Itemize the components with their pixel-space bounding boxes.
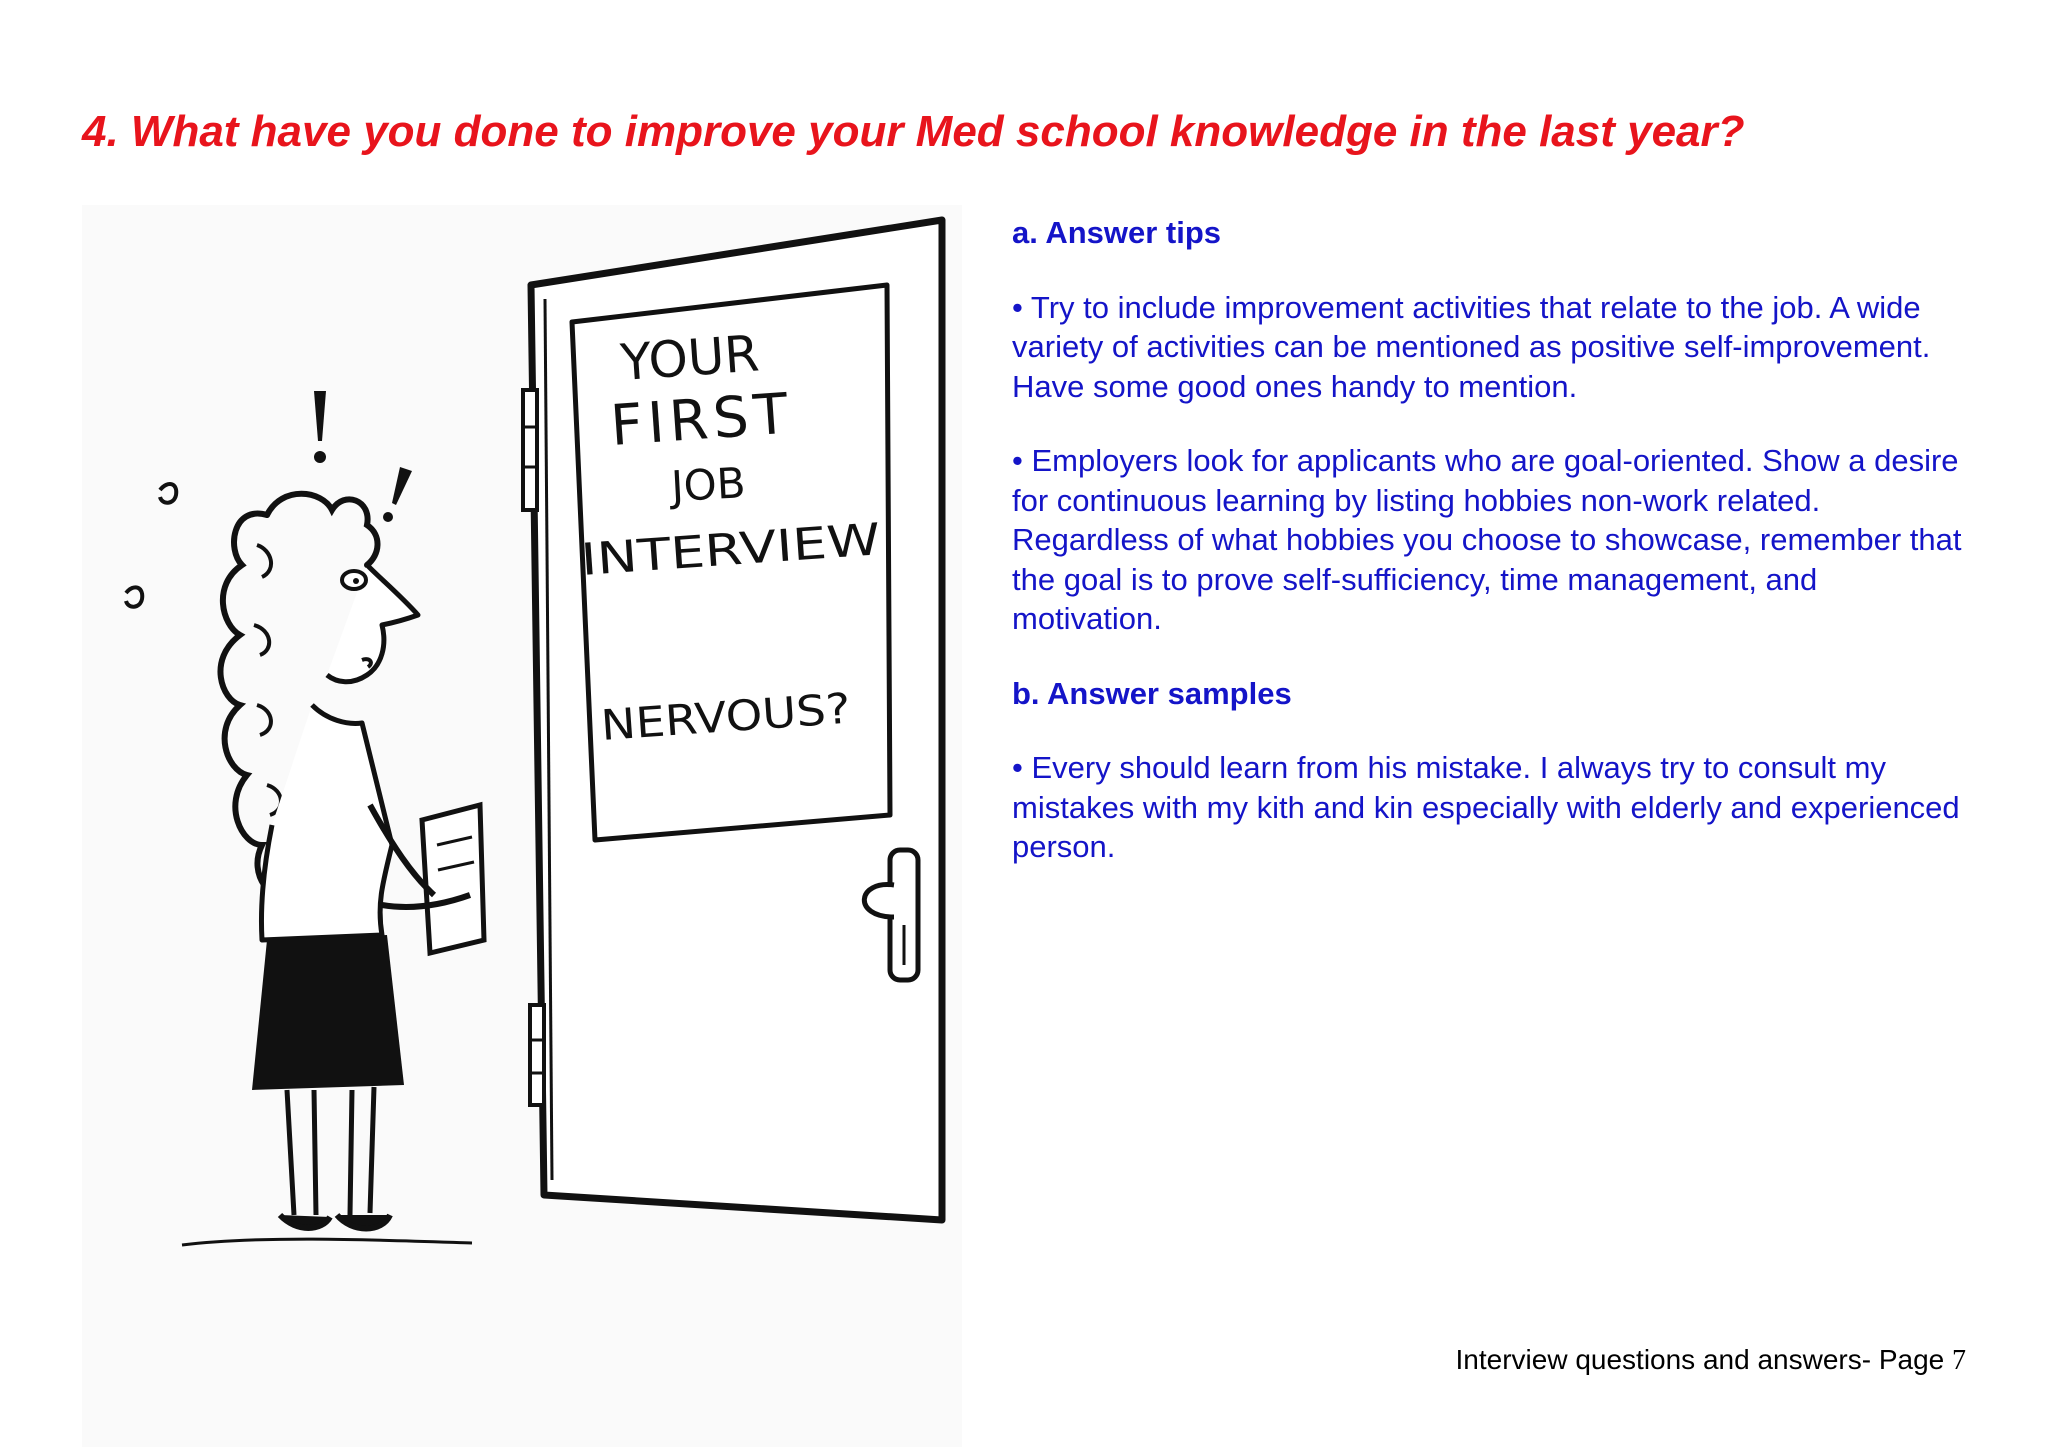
sign-line-nervous: NERVOUS? bbox=[599, 685, 828, 750]
sign-line-your: YOUR bbox=[618, 324, 762, 392]
page-number: 7 bbox=[1952, 1345, 1966, 1376]
sign-line-interview: INTERVIEW bbox=[579, 518, 826, 586]
cartoon-nervous-interview-candidate-icon bbox=[82, 205, 962, 1305]
answer-tip-paragraph: • Employers look for applicants who are goal-oriented. Show a desire for continuous learning by listing hobbies non-work related. Regardless of what hobbies you choose to showcase, remember that the goal is to prove self-sufficiency, time management, and motivation. bbox=[1012, 443, 1962, 636]
page-footer bbox=[1456, 1343, 1967, 1378]
answer-content bbox=[1012, 213, 1972, 902]
sign-line-job: JOB bbox=[669, 458, 747, 511]
answer-samples-heading: b. Answer samples bbox=[1012, 675, 1292, 711]
cartoon-illustration bbox=[82, 205, 962, 1447]
answer-tips-heading: a. Answer tips bbox=[1012, 215, 1222, 250]
sign-line-first: FIRST bbox=[608, 381, 795, 459]
question-title: 4. What have you done to improve your Med school knowledge in the last year? bbox=[82, 107, 1745, 156]
footer-label: Interview questions and answers- Page bbox=[1455, 1344, 1945, 1375]
answer-tip-paragraph: • Try to include improvement activities that relate to the job. A wide variety of activities can be mentioned as positive self-improvement. Have some good ones handy to mention. bbox=[1012, 289, 1931, 404]
answer-sample-paragraph: • Every should learn from his mistake. I always try to consult my mistakes with my kith and kin especially with elderly and experienced person. bbox=[1012, 750, 1960, 864]
